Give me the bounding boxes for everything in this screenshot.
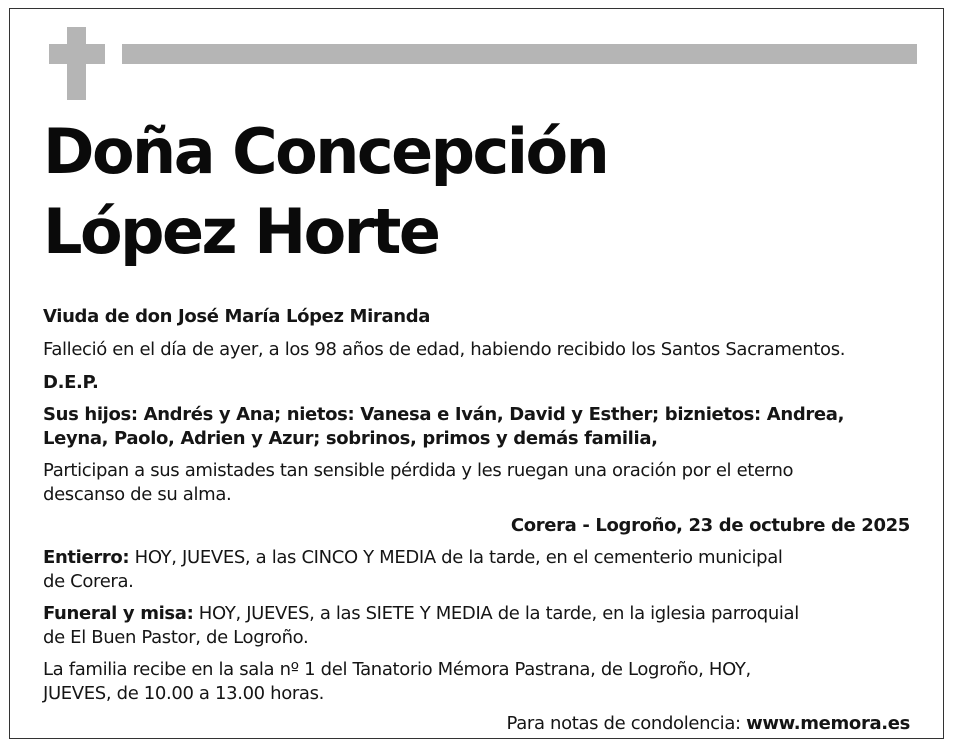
deceased-name [43, 112, 607, 272]
deceased-name-line1: Doña Concepción [43, 115, 608, 188]
entierro-text: HOY, JUEVES, a las CINCO Y MEDIA de la tarde, en el cementerio municipal [129, 547, 783, 568]
participan-line-1: Participan a sus amistades tan sensible pérdida y les ruegan una oración por el eterno [43, 460, 794, 481]
condolence-link[interactable]: www.memora.es [746, 713, 910, 734]
header-bar [122, 44, 917, 64]
family-line-1: Sus hijos: Andrés y Ana; nietos: Vanesa e Iván, David y Esther; biznietos: Andrea, [43, 404, 845, 425]
entierro-label: Entierro: [43, 547, 130, 568]
entierro-line-1 [43, 546, 783, 570]
entierro-line-2: de Corera. [43, 571, 134, 592]
funeral-line-2: de El Buen Pastor, de Logroño. [43, 627, 309, 648]
death-line: Falleció en el día de ayer, a los 98 años de edad, habiendo recibido los Santos Sacramentos. [43, 339, 846, 360]
condolence-label: Para notas de condolencia: [506, 713, 747, 734]
condolence-line [507, 712, 910, 736]
funeral-line-1 [43, 602, 799, 626]
deceased-name-line2: López Horte [43, 195, 439, 268]
place-date: Corera - Logroño, 23 de octubre de 2025 [510, 515, 910, 536]
family-line-2: Leyna, Paolo, Adrien y Azur; sobrinos, primos y demás familia, [43, 428, 658, 449]
participan-line-2: descanso de su alma. [43, 484, 232, 505]
familia-line-2: JUEVES, de 10.00 a 13.00 horas. [43, 683, 324, 704]
funeral-text: HOY, JUEVES, a las SIETE Y MEDIA de la tarde, en la iglesia parroquial [193, 603, 799, 624]
widow-line: Viuda de don José María López Miranda [43, 306, 431, 327]
familia-line-1: La familia recibe en la sala nº 1 del Tanatorio Mémora Pastrana, de Logroño, HOY, [43, 659, 751, 680]
cross-icon-arm [49, 44, 105, 64]
funeral-label: Funeral y misa: [43, 603, 194, 624]
dep-line: D.E.P. [43, 372, 99, 393]
